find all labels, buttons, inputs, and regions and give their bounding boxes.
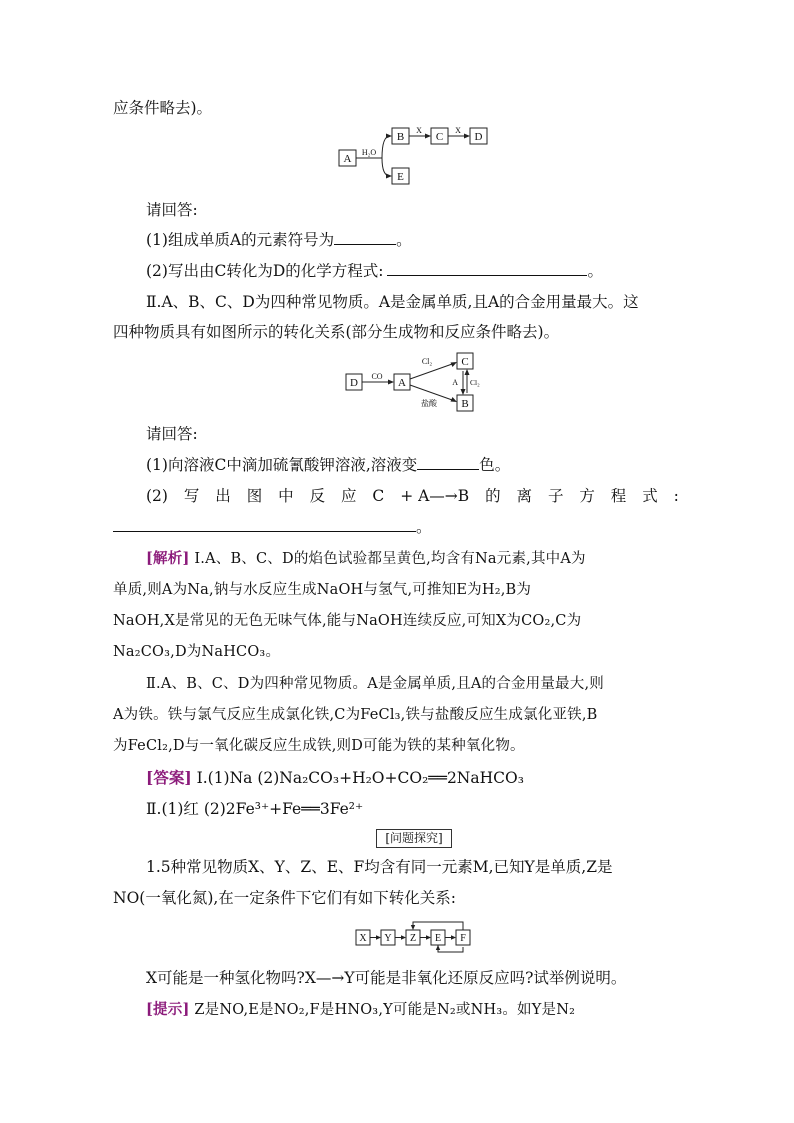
- d3-node-x: [356, 930, 370, 945]
- analysis-line-6: A为铁。铁与氯气反应生成氯化铁,C为FeCl₃,铁与盐酸反应生成氯化亚铁,B: [113, 707, 598, 723]
- analysis-line-1: [解析] Ⅰ.A、B、C、D的焰色试验都呈黄色,均含有Na元素,其中A为: [146, 550, 586, 567]
- hint-tag: [提示]: [146, 1001, 190, 1018]
- d1-label-h2o: H₂O: [361, 148, 377, 157]
- svg-text:B: B: [461, 398, 469, 410]
- analysis-tag: [解析]: [146, 550, 190, 567]
- analysis-line-3: NaOH,X是常见的无色无味气体,能与NaOH连续反应,可知X为CO₂,C为: [113, 613, 582, 629]
- d3-node-y: [381, 930, 395, 945]
- question-1-1: (1)组成单质A的元素符号为 。: [146, 231, 412, 249]
- d1-label-x1: X: [416, 126, 422, 135]
- svg-text:D: D: [474, 131, 483, 143]
- d2-label-co: CO: [371, 372, 383, 381]
- d2-label-a: A: [452, 378, 458, 387]
- answer-line-2: Ⅱ.(1)红 (2)2Fe³⁺+Fe══3Fe²⁺: [146, 800, 364, 818]
- svg-text:A: A: [398, 377, 406, 389]
- prompt-1: 请回答:: [146, 201, 198, 219]
- intro-tail: 应条件略去)。: [113, 99, 213, 117]
- svg-text:C: C: [461, 356, 469, 368]
- svg-text:E: E: [397, 171, 404, 183]
- analysis-line-4: Na₂CO₃,D为NaHCO₃。: [113, 644, 281, 660]
- svg-text:D: D: [350, 377, 358, 389]
- analysis-line-2: 单质,则A为Na,钠与水反应生成NaOH与氢气,可推知E为H₂,B为: [113, 582, 532, 598]
- svg-text:C: C: [435, 131, 444, 143]
- d3-node-z: [406, 930, 420, 945]
- question-1-2: (2)写出由C转化为D的化学方程式: 。: [146, 262, 603, 280]
- svg-text:E: E: [434, 933, 442, 944]
- section-heading: [问题探究]: [376, 829, 452, 848]
- explore-line-2: NO(一氧化氮),在一定条件下它们有如下转化关系:: [113, 889, 457, 907]
- d1-label-x2: X: [455, 126, 461, 135]
- answer-tag: [答案]: [146, 768, 192, 787]
- svg-text:Y: Y: [384, 933, 392, 944]
- part2-line-b: 四种物质具有如图所示的转化关系(部分生成物和反应条件略去)。: [113, 323, 560, 341]
- d2-label-cl2-b: Cl₂: [470, 378, 480, 387]
- d3-node-e: [431, 930, 445, 945]
- question-2-1: (1)向溶液C中滴加硫氰酸钾溶液,溶液变 色。: [146, 456, 511, 474]
- question-2-2: (2) 写 出 图 中 反 应 C + A—→B 的 离 子 方 程 式 :: [146, 487, 679, 505]
- svg-text:X: X: [359, 933, 367, 944]
- svg-text:B: B: [396, 131, 405, 143]
- analysis-line-7: 为FeCl₂,D与一氧化碳反应生成铁,则D可能为铁的某种氧化物。: [113, 738, 525, 754]
- explore-question: X可能是一种氢化物吗?X—→Y可能是非氧化还原反应吗?试举例说明。: [146, 969, 627, 987]
- explore-line-1: 1.5种常见物质X、Y、Z、E、F均含有同一元素M,已知Y是单质,Z是: [146, 858, 613, 876]
- answer-line-1: [答案] Ⅰ.(1)Na (2)Na₂CO₃+H₂O+CO₂══2NaHCO₃: [146, 768, 524, 787]
- analysis-line-5: Ⅱ.A、B、C、D为四种常见物质。A是金属单质,且A的合金用量最大,则: [146, 676, 604, 692]
- part2-line-a: Ⅱ.A、B、C、D为四种常见物质。A是金属单质,且A的合金用量最大。这: [146, 293, 639, 311]
- svg-text:Z: Z: [409, 933, 417, 944]
- d3-node-f: [456, 930, 470, 945]
- svg-text:F: F: [460, 933, 466, 944]
- prompt-2: 请回答:: [146, 425, 198, 443]
- hint-line: [提示] Z是NO,E是NO₂,F是HNO₃,Y可能是N₂或NH₃。如Y是N₂: [146, 1001, 576, 1018]
- d2-label-hcl: 盐酸: [421, 399, 437, 408]
- svg-text:A: A: [343, 153, 352, 165]
- question-2-2-blank-line: 。: [113, 517, 432, 537]
- d2-label-cl2: Cl₂: [421, 357, 433, 366]
